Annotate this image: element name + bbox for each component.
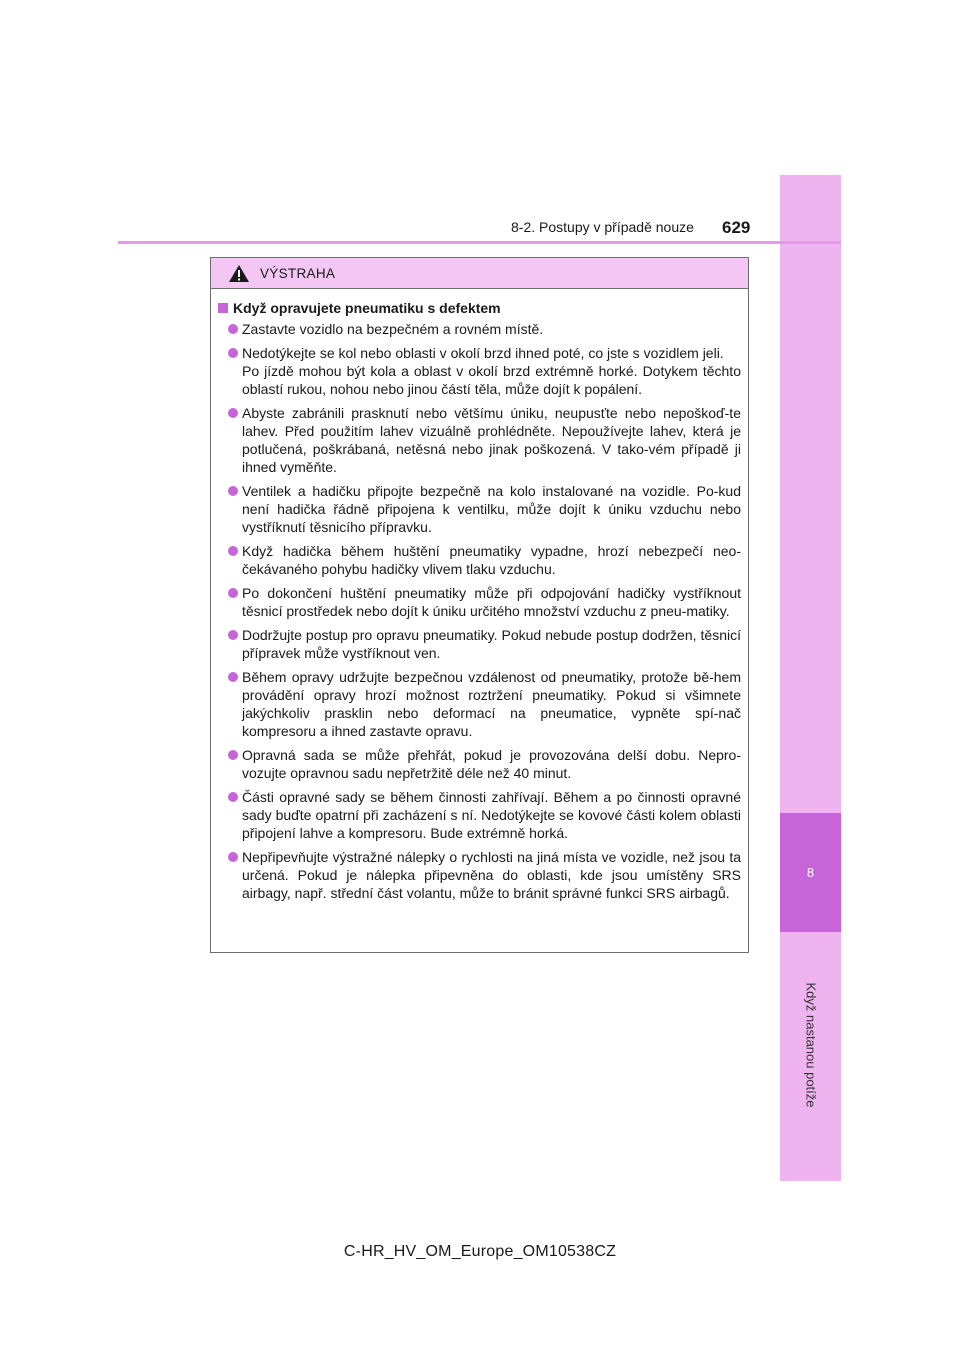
warning-item [218, 404, 741, 476]
warning-body [211, 289, 748, 902]
warning-title: VÝSTRAHA [260, 265, 336, 281]
warning-item-text: Části opravné sady se během činnosti zahřívají. Během a po činnosti opravné sady buďte opatrní při zacházení s ní. Nedotýkejte se kovové části kolem oblasti připojení lahve a kompresoru. Bude extrémně horká. [242, 789, 741, 841]
warning-box [210, 257, 749, 953]
warning-item-text: Po dokončení huštění pneumatiky může při odpojování hadičky vystříknout těsnicí prostředek nebo dojít k úniku určitého množství vzduchu z pneu-matiky. [242, 585, 741, 619]
chapter-number: 8 [780, 813, 841, 932]
bullet-dot-icon [228, 588, 238, 598]
warning-item [218, 668, 741, 740]
warning-item [218, 788, 741, 842]
header-rule [118, 241, 841, 244]
bullet-dot-icon [228, 546, 238, 556]
warning-item-text: Když hadička během huštění pneumatiky vypadne, hrozí nebezpečí neo-čekávaného pohybu hadičky vlivem tlaku vzduchu. [242, 543, 741, 577]
square-bullet-icon [218, 303, 228, 313]
bullet-dot-icon [228, 750, 238, 760]
bullet-dot-icon [228, 408, 238, 418]
bullet-dot-icon [228, 486, 238, 496]
warning-item-text: Nepřipevňujte výstražné nálepky o rychlosti na jiná místa ve vozidle, než jsou ta určená. Pokud je nálepka připevněna do oblasti, kde jsou umístěny SRS airbagy, např. střední část volantu, může to bránit správné funkci SRS airbagů. [242, 849, 741, 901]
warning-item [218, 344, 741, 398]
warning-item-text: Nedotýkejte se kol nebo oblasti v okolí brzd ihned poté, co jste s vozidlem jeli. Po jízdě mohou být kola a oblast v okolí brzd extrémně horké. Dotykem těchto oblastí rukou, nohou nebo jinou částí těla, může dojít k popálení. [242, 345, 741, 397]
bullet-dot-icon [228, 792, 238, 802]
warning-item [218, 626, 741, 662]
warning-list [218, 320, 741, 902]
document-id: C-HR_HV_OM_Europe_OM10538CZ [343, 1243, 617, 1260]
warning-item [218, 320, 741, 338]
warning-item-text: Opravná sada se může přehřát, pokud je provozována delší dobu. Nepro-vozujte opravnou sadu nepřetržitě déle než 40 minut. [242, 747, 741, 781]
section-title: 8-2. Postupy v případě nouze [511, 219, 694, 235]
bullet-dot-icon [228, 630, 238, 640]
bullet-dot-icon [228, 348, 238, 358]
chapter-side-tab [780, 175, 841, 1181]
warning-item-text: Zastavte vozidlo na bezpečném a rovném místě. [242, 321, 544, 337]
warning-item-text: Dodržujte postup pro opravu pneumatiky. Pokud nebude postup dodržen, těsnicí přípravek může vystříknout ven. [242, 627, 741, 661]
warning-subheading-text: Když opravujete pneumatiku s defektem [233, 300, 501, 316]
warning-item [218, 542, 741, 578]
warning-item-text: Během opravy udržujte bezpečnou vzdálenost od pneumatiky, protože bě-hem provádění opravy hrozí možnost roztržení pneumatiky. Pokud si všimnete jakýchkoliv prasklin nebo deformací na pneumatice, vypněte spí-nač kompresoru a ihned zastavte opravu. [242, 669, 741, 739]
warning-item-text: Ventilek a hadičku připojte bezpečně na kolo instalované na vozidle. Po-kud není hadička řádně připojena k ventilku, může dojít k úniku vzduchu nebo vystříknutí těsnicího přípravku. [242, 483, 741, 535]
warning-item [218, 848, 741, 902]
warning-header [211, 258, 748, 289]
chapter-label: Když nastanou potíže [803, 982, 819, 1108]
warning-subheading [218, 300, 741, 316]
bullet-dot-icon [228, 324, 238, 334]
warning-item-text: Abyste zabránili prasknutí nebo většímu úniku, neupusťte nebo nepoškoď-te lahev. Před použitím lahev vizuálně prohlédněte. Nepoužívejte lahev, která je potlučená, poškrábaná, netěsná nebo jinak poškozená. V tako-vém případě ji ihned vyměňte. [242, 405, 741, 475]
warning-item [218, 482, 741, 536]
bullet-dot-icon [228, 672, 238, 682]
page-number: 629 [722, 218, 751, 237]
warning-triangle-icon [228, 264, 250, 283]
warning-item [218, 746, 741, 782]
warning-item [218, 584, 741, 620]
bullet-dot-icon [228, 852, 238, 862]
